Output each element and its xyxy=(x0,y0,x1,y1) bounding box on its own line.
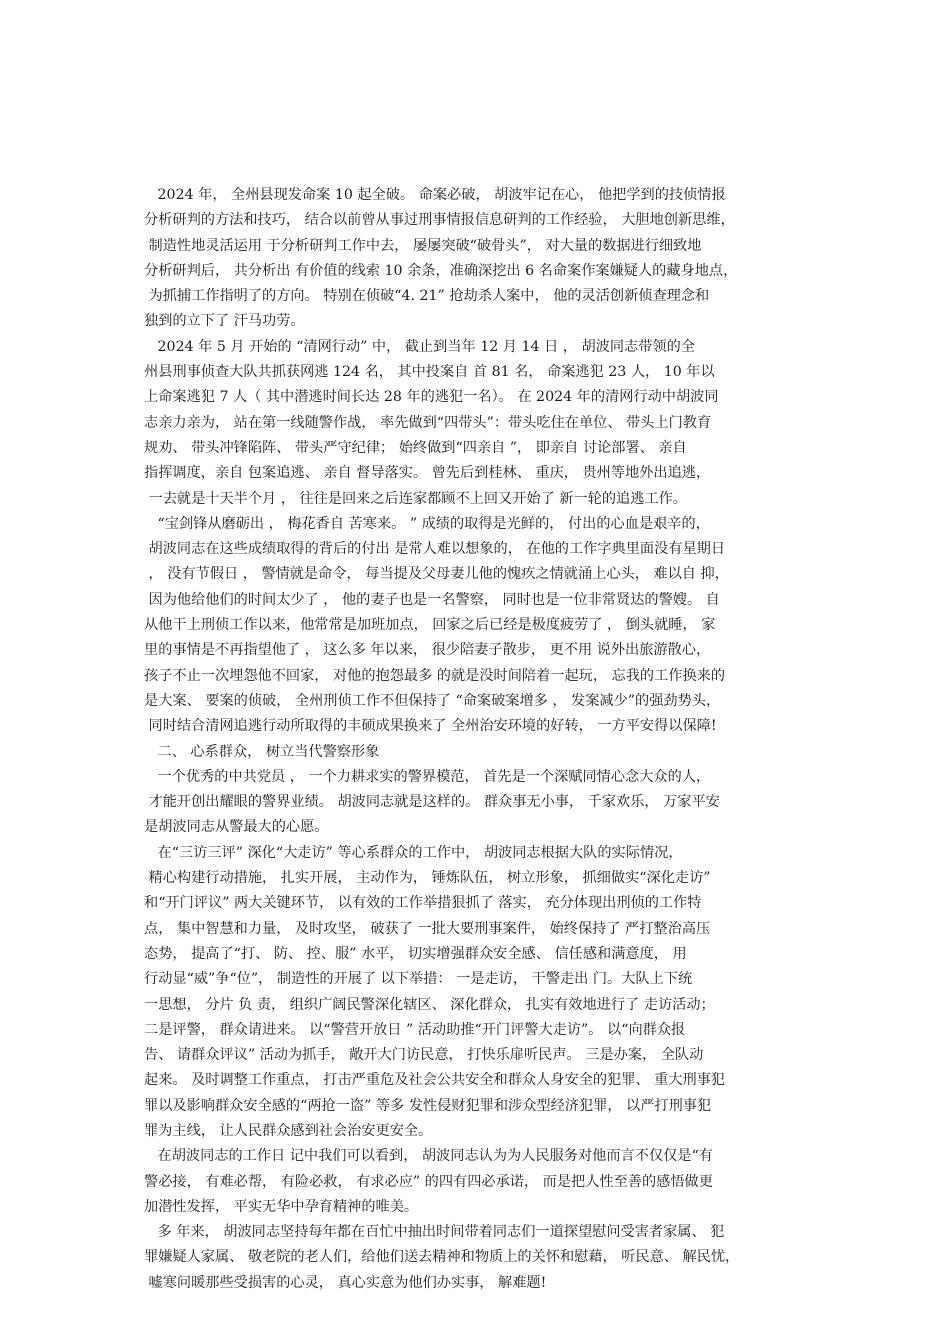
text-line: 在胡波同志的工作日 记中我们可以看到， 胡波同志认为为人民服务对他而言不仅仅是“有 xyxy=(144,1148,713,1165)
text-line: 点， 集中智慧和力量， 及时攻坚， 破获了 一批大要刑事案件， 始终保持了 严打整治高压 xyxy=(144,920,711,937)
text-line: 同时结合清网追逃行动所取得的丰硕成果换来了 全州治安环境的好转， 一方平安得以保障! xyxy=(144,718,717,735)
text-line: 州县刑事侦查大队共抓获网逃 124 名， 其中投案自 首 81 名， 命案逃犯 23 人， 10 年以 xyxy=(144,364,715,381)
text-line: 二是评警， 群众请进来。 以“警营开放日 ” 活动助推“开门评警大走访”。 以“向群众报 xyxy=(144,1021,686,1038)
text-line: 孩子不止一次埋怨他不回家， 对他的抱怨最多 的就是没时间陪着一起玩， 忘我的工作换来的 xyxy=(144,667,726,684)
text-line: 独到的立下了 汗马功劳。 xyxy=(144,313,305,330)
text-line: 2024 年， 全州县现发命案 10 起全破。 命案必破， 胡波牢记在心， 他把学到的技侦情报 xyxy=(144,187,726,203)
text-line: 二、 心系群众， 树立当代警察形象 xyxy=(144,743,380,760)
text-line: 精心构建行动措施， 扎实开展， 主动作为， 锤炼队伍， 树立形象， 抓细做实“深化走访” xyxy=(144,870,711,887)
text-line: ， 没有节假日 ， 警情就是命令， 每当提及父母妻儿他的愧疚之情就涌上心头， 难以自 抑， xyxy=(144,566,729,583)
text-line: 2024 年 5 月 开始的 “清网行动” 中， 截止到当年 12 月 14 日 ， 胡波同志带领的全 xyxy=(144,338,695,355)
text-line: 行动显“威”争“位”， 制造性的开展了 以下举措： 一是走访， 干警走出 门。大队上下统 xyxy=(144,971,693,988)
text-line: 是大案、 要案的侦破， 全州刑侦工作不但保持了 “命案破案增多 ， 发案减少”的强劲势头， xyxy=(144,692,721,709)
text-line: 罪嫌疑人家属、 敬老院的老人们，给他们送去精神和物质上的关怀和慰藉， 听民意、 解民忧， xyxy=(144,1249,740,1266)
text-line: 起来。 及时调整工作重点， 打击严重危及社会公共安全和群众人身安全的犯罪、 重大刑事犯 xyxy=(144,1072,726,1089)
document-body xyxy=(144,183,816,1296)
text-line: 上命案逃犯 7 人（ 其中潜逃时间长达 28 年的逃犯一名）。 在 2024 年的清网行动中胡波同 xyxy=(144,389,719,406)
text-line: 嘘寒问暖那些受损害的心灵， 真心实意为他们办实事， 解难题! xyxy=(144,1274,547,1291)
text-line: 制造性地灵活运用 于分析研判工作中去， 屡屡突破“破骨头”， 对大量的数据进行细致地 xyxy=(144,237,702,254)
text-line: 一思想， 分片 负 责， 组织广阔民警深化辖区、 深化群众， 扎实有效地进行了 走访活动； xyxy=(144,996,715,1013)
text-line: 警必接， 有难必帮， 有险必救， 有求必应” 的四有四必承诺， 而是把人性至善的感悟做更 xyxy=(144,1173,713,1190)
text-line: 态势， 提高了“打、 防、 控、服” 水平， 切实增强群众安全感、 信任感和满意度， 用 xyxy=(144,945,687,962)
text-line: 才能开创出耀眼的警界业绩。 胡波同志就是这样的。 群众事无小事， 千家欢乐， 万家平安 xyxy=(144,794,720,811)
text-line: 是胡波同志从警最大的心愿。 xyxy=(144,819,329,836)
text-line: 里的事情是不再指望他了 ， 这么多 年以来， 很少陪妻子散步， 更不用 说外出旅游散心， xyxy=(144,642,711,659)
text-line: 一去就是十天半个月 ， 往往是回来之后连家都顾不上回又开始了 新一轮的追逃工作。 xyxy=(144,490,687,507)
text-line: 分析研判后， 共分析出 有价值的线索 10 余条，准确深挖出 6 名命案作案嫌疑人的藏身地点， xyxy=(144,262,738,279)
text-line: 一个优秀的中共党员 ， 一个力耕求实的警界模范， 首先是一个深赋同情心念大众的人， xyxy=(144,768,711,785)
text-line: 分析研判的方法和技巧， 结合以前曾从事过刑事情报信息研判的工作经验， 大胆地创新思维， xyxy=(144,212,735,229)
text-line: 多 年来， 胡波同志坚持每年都在百忙中抽出时间带着同志们一道探望慰问受害者家属、 犯 xyxy=(144,1224,725,1241)
text-line: 为抓捕工作指明了的方向。 特别在侦破“4. 21” 抢劫杀人案中， 他的灵活创新侦查理念和 xyxy=(144,288,710,305)
text-line: “宝剑锋从磨砺出 ， 梅花香自 苦寒来。 ” 成绩的取得是光鲜的， 付出的心血是艰辛的， xyxy=(144,515,710,532)
text-line: 罪为主线， 让人民群众感到社会治安更安全。 xyxy=(144,1122,433,1139)
text-line: 规劝、 带头冲锋陷阵、 带头严守纪律； 始终做到“四亲自 ”， 即亲自 讨论部署、 亲自 xyxy=(144,439,687,456)
text-line: 告、 请群众评议” 活动为抓手， 敞开大门访民意， 打快乐扉听民声。 三是办案， 全队动 xyxy=(144,1047,704,1064)
text-line: 胡波同志在这些成绩取得的背后的付出 是常人难以想象的， 在他的工作字典里面没有星期日 xyxy=(144,541,726,558)
text-line: 罪以及影响群众安全感的“两抢一盗” 等多 发性侵财犯罪和涉众型经济犯罪， 以严打刑事犯 xyxy=(144,1097,712,1114)
text-line: 加潜性发挥， 平实无华中孕育精神的唯美。 xyxy=(144,1198,419,1215)
text-line: 志亲力亲为， 站在第一线随警作战， 率先做到“四带头”：带头吃住在单位、 带头上门教育 xyxy=(144,414,712,431)
text-line: 和“开门评议” 两大关键环节， 以有效的工作举措狠抓了 落实， 充分体现出刑侦的工作特 xyxy=(144,895,702,912)
text-line: 从他干上刑侦工作以来，他常常是加班加点， 回家之后已经是极度疲劳了 ， 倒头就睡， 家 xyxy=(144,617,716,634)
text-line: 在“三访三评” 深化“大走访” 等心系群众的工作中， 胡波同志根据大队的实际情况， xyxy=(144,844,683,861)
text-line: 指挥调度，亲自 包案追逃、 亲自 督导落实。 曾先后到桂林、 重庆， 贵州等地外出追逃， xyxy=(144,465,711,482)
text-line: 因为他给他们的时间太少了 ， 他的妻子也是一名警察， 同时也是一位非常贤达的警嫂。 自 xyxy=(144,591,720,608)
